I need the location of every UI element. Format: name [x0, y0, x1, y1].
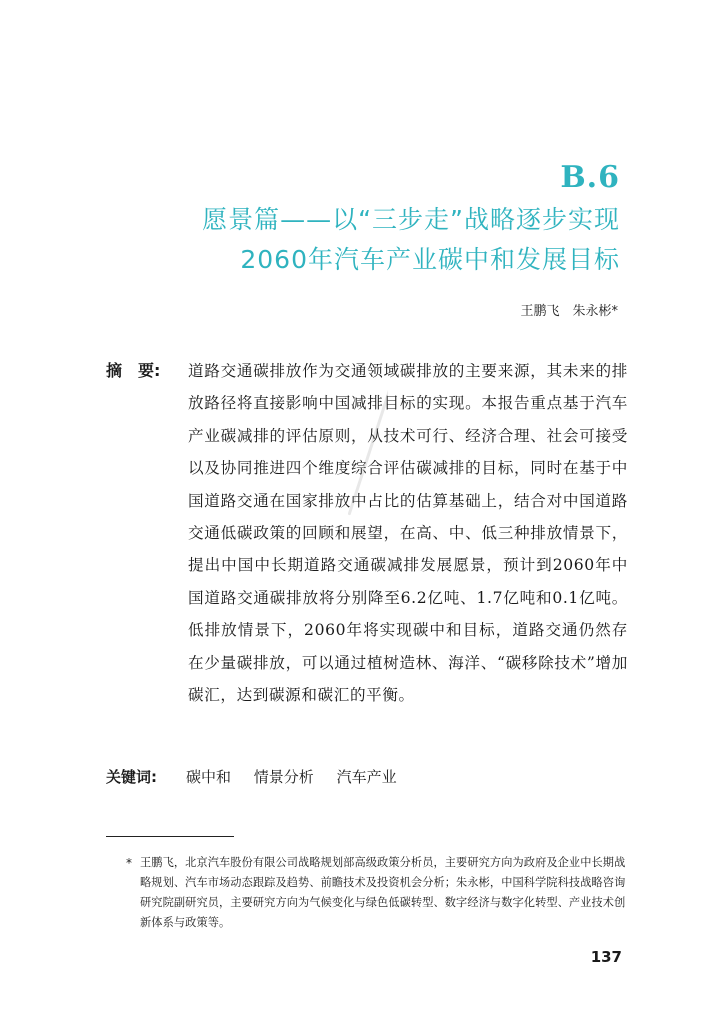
abstract-body: 道路交通碳排放作为交通领域碳排放的主要来源，其未来的排放路径将直接影响中国减排目标的实现。本报告重点基于汽车产业碳减排的评估原则，从技术可行、经济合理、社会可接受以及协同推进四个维度综合评估碳减排的目标，同时在基于中国道路交通在国家排放中占比的估算基础上，结合对中国道路交通低碳政策的回顾和展望，在高、中、低三种排放情景下，提出中国中长期道路交通碳减排发展愿景，预计到2060年中国道路交通碳排放将分别降至6.2亿吨、1.7亿吨和0.1亿吨。低排放情景下，2060年将实现碳中和目标，道路交通仍然存在少量碳排放，可以通过植树造林、海洋、“碳移除技术”增加碳汇，达到碳源和碳汇的平衡。 — [188, 362, 628, 705]
chapter-title-line-1: 愿景篇——以“三步走”战略逐步实现 — [202, 205, 620, 234]
keyword: 汽车产业 — [336, 768, 397, 786]
chapter-title-line-2: 2060年汽车产业碳中和发展目标 — [240, 245, 620, 274]
authors: 王鹏飞 朱永彬* — [520, 304, 618, 319]
chapter-code: B.6 — [560, 160, 620, 195]
footnote-text: 王鹏飞，北京汽车股份有限公司战略规划部高级政策分析员，主要研究方向为政府及企业中长期战略规划、汽车市场动态跟踪及趋势、前瞻技术及投资机会分析；朱永彬，中国科学院科技战略咨询研究院副研究员，主要研究方向为气候变化与绿色低碳转型、数字经济与数字化转型、产业技术创新体系与政策等。 — [140, 856, 626, 929]
abstract-label: 摘 要: — [106, 361, 161, 380]
keyword: 碳中和 — [186, 768, 232, 786]
keyword: 情景分析 — [253, 768, 314, 786]
keywords-list — [186, 766, 415, 787]
footnote-mark: * — [126, 856, 132, 870]
page-number: 137 — [590, 948, 622, 966]
footnote-divider — [106, 836, 234, 837]
keywords-label: 关键词: — [106, 768, 157, 786]
